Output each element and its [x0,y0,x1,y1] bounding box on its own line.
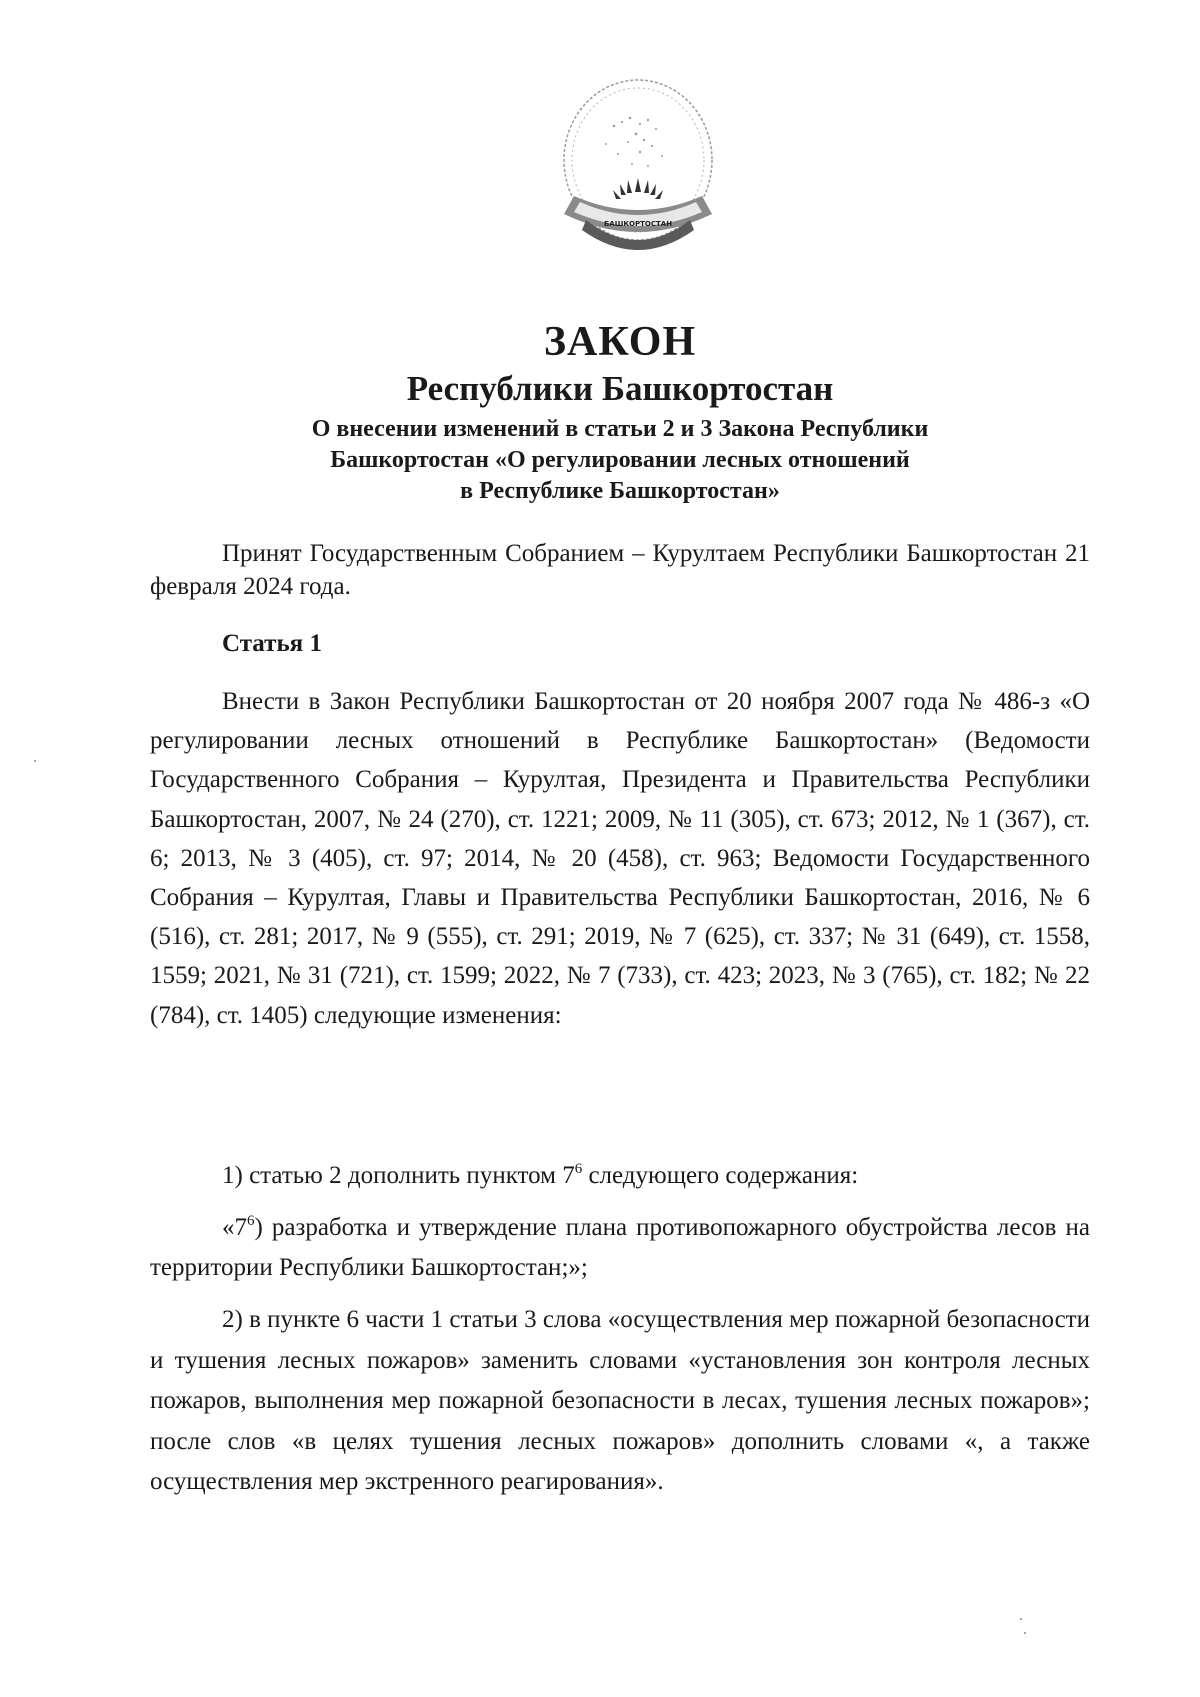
article-item-2: 2) в пункте 6 части 1 статьи 3 слова «осуществления мер пожарной безопасности и тушения лесных пожаров» заменить словами «установления зон контроля лесных пожаров, выполнения мер пожарной безопасности в лесах, тушения лесных пожаров»; после слов «в целях тушения лесных пожаров» дополнить словами «, а также осуществления мер экстренного реагирования». [150,1306,1090,1495]
scan-speck [1020,1618,1022,1620]
quote-open: «7 [222,1214,247,1241]
article-item-1 [150,1158,1090,1194]
subtitle-line: в Республике Башкортостан» [460,478,780,504]
article-intro-paragraph: Внести в Закон Республики Башкортостан от 20 ноября 2007 года № 486-з «О регулировании лесных отношений в Республике Башкортостан» (Ведомости Государственного Собрания – Курултая, Президента и Правительства Республики Башкортостан, 2007, № 24 (270), ст. 1221; 2009, № 11 (305), ст. 673; 2012, № 1 (367), ст. 6; 2013, № 3 (405), ст. 97; 2014, № 20 (458), ст. 963; Ведомости Государственного Собрания – Курултая, Главы и Правительства Республики Башкортостан, 2016, № 6 (516), ст. 281; 2017, № 9 (555), ст. 291; 2019, № 7 (625), ст. 337; № 31 (649), ст. 1558, 1559; 2021, № 31 (721), ст. 1599; 2022, № 7 (733), ст. 423; 2023, № 3 (765), ст. 182; № 22 (784), ст. 1405) следующие изменения: [150,688,1090,1029]
item1-text: 1) статью 2 дополнить пунктом 7 [222,1162,575,1189]
item1-text-end: следующего содержания: [582,1162,859,1189]
document-republic: Республики Башкортостан [406,369,834,408]
scan-speck [34,760,36,762]
document-subtitle [150,414,1090,507]
subtitle-line: Башкортостан «О регулировании лесных отношений [330,447,910,473]
bashkortostan-emblem-icon [544,74,732,268]
article-title: Статья 1 [222,630,322,657]
quote-superscript: 6 [247,1213,255,1229]
emblem-ribbon-text: БАШКОРТОСТАН [603,220,673,228]
document-title: ЗАКОН [543,319,697,365]
article-item-1-quote [150,1208,1090,1288]
accepted-statement: Принят Государственным Собранием – Курултаем Республики Башкортостан 21 февраля 2024 года. [150,540,1090,600]
scan-speck [1024,1632,1026,1634]
subtitle-line: О внесении изменений в статьи 2 и 3 Закона Республики [311,416,929,442]
quote-text: ) разработка и утверждение плана противопожарного обустройства лесов на территории Республики Башкортостан;»; [150,1214,1090,1281]
item1-superscript: 6 [574,1161,583,1177]
